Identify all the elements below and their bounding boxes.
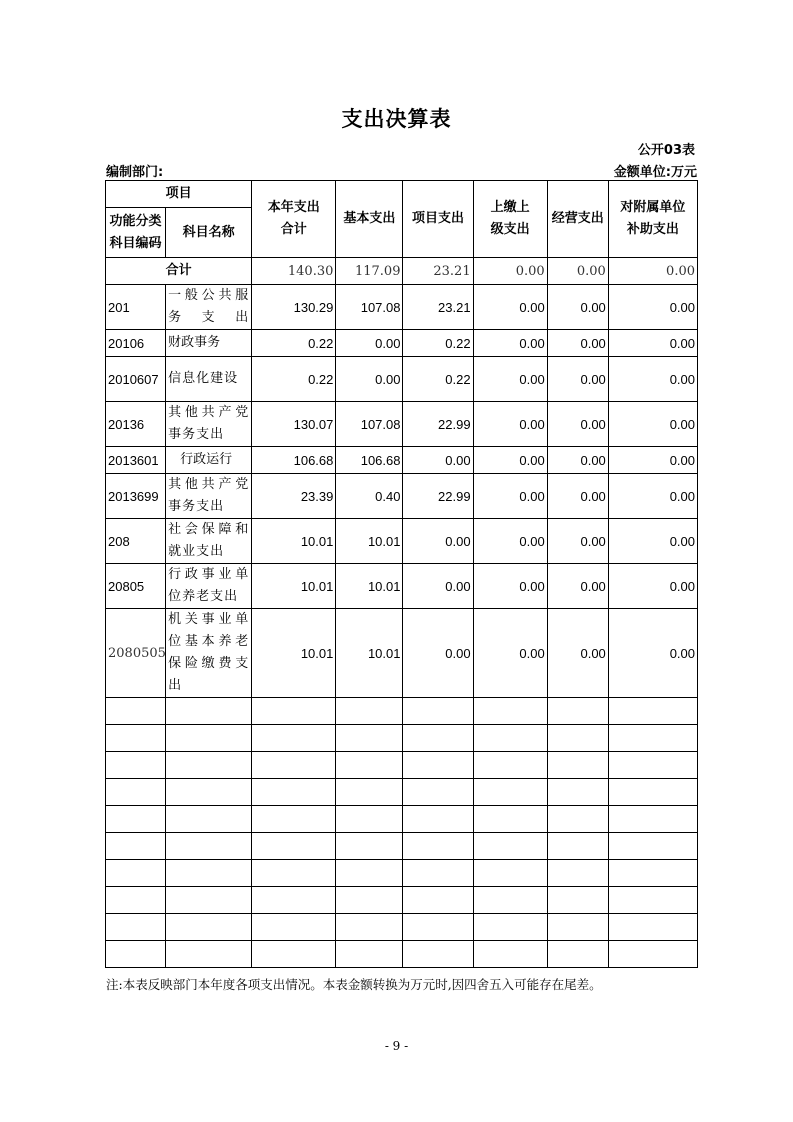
row-upper: 0.00	[473, 402, 547, 447]
row-business: 0.00	[547, 564, 608, 609]
row-code: 2013601	[106, 447, 166, 474]
table-row	[106, 330, 698, 357]
row-subsidy: 0.00	[608, 357, 697, 402]
table-row	[106, 285, 698, 330]
row-total: 10.01	[252, 564, 336, 609]
header-item: 项目	[106, 181, 252, 208]
header-upper: 上缴上级支出	[473, 181, 547, 258]
table-row	[106, 609, 698, 698]
table-row	[106, 474, 698, 519]
row-project: 0.00	[403, 609, 473, 698]
row-subsidy: 0.00	[608, 519, 697, 564]
empty-row	[106, 833, 698, 860]
row-code: 2080505	[106, 609, 166, 698]
total-project: 23.21	[403, 258, 473, 285]
expenditure-table	[105, 180, 698, 968]
row-business: 0.00	[547, 447, 608, 474]
form-number: 公开03表	[637, 143, 695, 158]
empty-row	[106, 779, 698, 806]
empty-row	[106, 806, 698, 833]
row-upper: 0.00	[473, 564, 547, 609]
row-project: 0.00	[403, 564, 473, 609]
empty-row	[106, 725, 698, 752]
row-upper: 0.00	[473, 609, 547, 698]
row-name: 财政事务	[166, 330, 252, 357]
row-basic: 10.01	[336, 519, 403, 564]
header-func-code: 功能分类科目编码	[106, 208, 166, 258]
header-subject-name: 科目名称	[166, 208, 252, 258]
row-code: 20136	[106, 402, 166, 447]
table-row	[106, 519, 698, 564]
total-basic: 117.09	[336, 258, 403, 285]
total-upper: 0.00	[473, 258, 547, 285]
row-total: 130.29	[252, 285, 336, 330]
row-project: 23.21	[403, 285, 473, 330]
empty-row	[106, 914, 698, 941]
row-upper: 0.00	[473, 447, 547, 474]
row-subsidy: 0.00	[608, 564, 697, 609]
row-subsidy: 0.00	[608, 402, 697, 447]
row-project: 0.00	[403, 447, 473, 474]
row-project: 0.22	[403, 330, 473, 357]
empty-row	[106, 860, 698, 887]
row-subsidy: 0.00	[608, 474, 697, 519]
row-basic: 107.08	[336, 402, 403, 447]
total-business: 0.00	[547, 258, 608, 285]
page-number: - 9 -	[384, 1039, 409, 1053]
total-label: 合计	[106, 258, 252, 285]
row-total: 23.39	[252, 474, 336, 519]
empty-row	[106, 752, 698, 779]
row-business: 0.00	[547, 519, 608, 564]
row-upper: 0.00	[473, 357, 547, 402]
row-upper: 0.00	[473, 519, 547, 564]
row-subsidy: 0.00	[608, 330, 697, 357]
header-basic: 基本支出	[336, 181, 403, 258]
row-business: 0.00	[547, 609, 608, 698]
department-label: 编制部门:	[106, 165, 164, 180]
row-code: 2010607	[106, 357, 166, 402]
row-total: 0.22	[252, 330, 336, 357]
row-business: 0.00	[547, 402, 608, 447]
row-project: 0.22	[403, 357, 473, 402]
unit-label: 金额单位:万元	[613, 165, 697, 180]
row-name: 一般公共服务支出	[166, 285, 252, 330]
row-basic: 106.68	[336, 447, 403, 474]
row-upper: 0.00	[473, 330, 547, 357]
row-total: 10.01	[252, 609, 336, 698]
row-name: 行政运行	[166, 447, 252, 474]
row-total: 130.07	[252, 402, 336, 447]
row-code: 20805	[106, 564, 166, 609]
row-basic: 10.01	[336, 564, 403, 609]
row-basic: 107.08	[336, 285, 403, 330]
row-business: 0.00	[547, 357, 608, 402]
row-subsidy: 0.00	[608, 609, 697, 698]
row-basic: 0.00	[336, 357, 403, 402]
header-subsidy: 对附属单位补助支出	[608, 181, 697, 258]
row-basic: 0.00	[336, 330, 403, 357]
row-total: 0.22	[252, 357, 336, 402]
row-basic: 0.40	[336, 474, 403, 519]
row-code: 2013699	[106, 474, 166, 519]
page-title: 支出决算表	[341, 107, 452, 131]
header-business: 经营支出	[547, 181, 608, 258]
header-total: 本年支出合计	[252, 181, 336, 258]
row-business: 0.00	[547, 474, 608, 519]
header-project: 项目支出	[403, 181, 473, 258]
row-name: 行政事业单位养老支出	[166, 564, 252, 609]
row-business: 0.00	[547, 330, 608, 357]
row-project: 22.99	[403, 474, 473, 519]
row-business: 0.00	[547, 285, 608, 330]
row-code: 20106	[106, 330, 166, 357]
row-name: 机关事业单位基本养老保险缴费支出	[166, 609, 252, 698]
footnote: 注:本表反映部门本年度各项支出情况。本表金额转换为万元时,因四舍五入可能存在尾差。	[106, 977, 602, 992]
row-name: 其他共产党事务支出	[166, 402, 252, 447]
total-total: 140.30	[252, 258, 336, 285]
row-name: 社会保障和就业支出	[166, 519, 252, 564]
row-name: 其他共产党事务支出	[166, 474, 252, 519]
empty-row	[106, 887, 698, 914]
row-upper: 0.00	[473, 474, 547, 519]
row-basic: 10.01	[336, 609, 403, 698]
total-row	[106, 258, 698, 285]
total-subsidy: 0.00	[608, 258, 697, 285]
table-row	[106, 402, 698, 447]
row-subsidy: 0.00	[608, 285, 697, 330]
row-upper: 0.00	[473, 285, 547, 330]
row-code: 208	[106, 519, 166, 564]
row-code: 201	[106, 285, 166, 330]
table-row	[106, 447, 698, 474]
empty-row	[106, 698, 698, 725]
table-row	[106, 357, 698, 402]
row-total: 106.68	[252, 447, 336, 474]
empty-row	[106, 941, 698, 968]
row-subsidy: 0.00	[608, 447, 697, 474]
row-project: 0.00	[403, 519, 473, 564]
row-total: 10.01	[252, 519, 336, 564]
table-row	[106, 564, 698, 609]
row-name: 信息化建设	[166, 357, 252, 402]
row-project: 22.99	[403, 402, 473, 447]
